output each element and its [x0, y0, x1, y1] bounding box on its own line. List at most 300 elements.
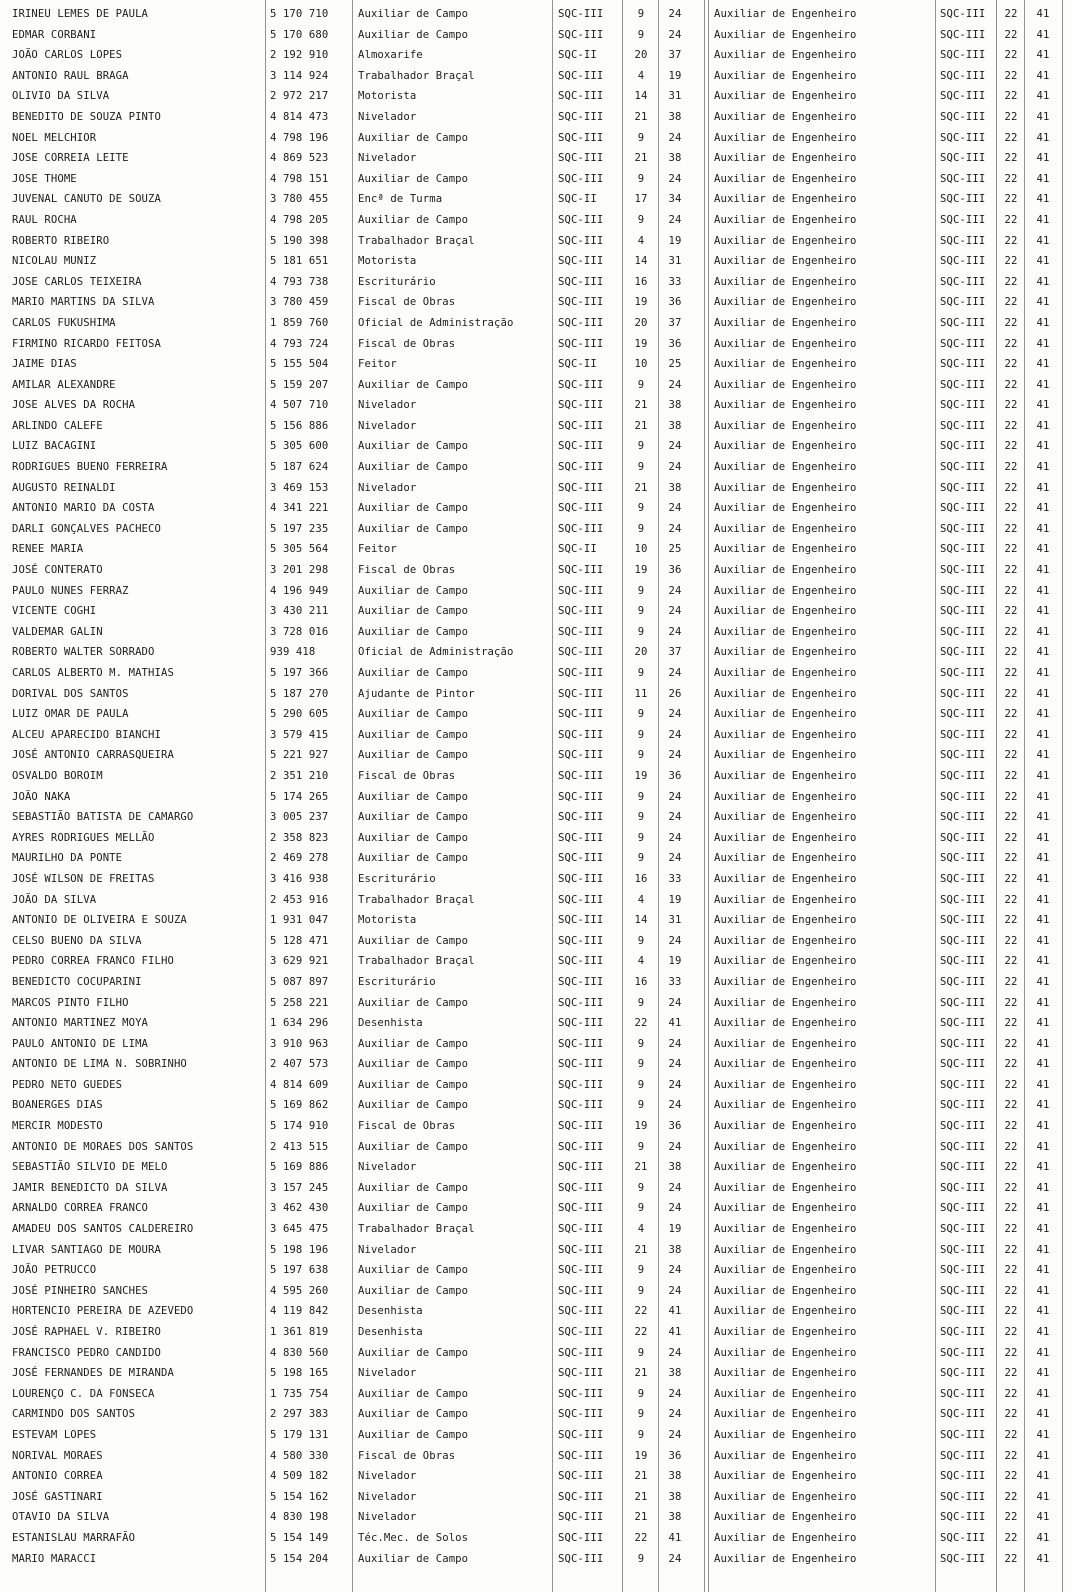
current-grade: 36: [668, 1120, 682, 1133]
new-grade: 41: [1036, 8, 1050, 20]
employee-name: SEBASTIÃO SILVIO DE MELO: [12, 1161, 168, 1174]
current-group: SQC-III: [558, 110, 604, 123]
new-group: SQC-III: [940, 687, 986, 700]
current-ref: 9: [637, 790, 645, 803]
current-position: Escriturário: [358, 275, 436, 288]
current-grade: 24: [668, 1140, 682, 1153]
current-grade: 24: [668, 728, 682, 741]
new-group: SQC-III: [940, 975, 986, 988]
registration-number: 5 170 680: [270, 28, 329, 41]
employee-name: OTAVIO DA SILVA: [12, 1511, 110, 1524]
current-position: Auxiliar de Campo: [358, 605, 469, 618]
current-position: Nivelador: [358, 1511, 417, 1524]
new-group: SQC-III: [940, 1449, 986, 1462]
registration-number: 5 128 471: [270, 934, 329, 947]
registration-number: 3 201 298: [270, 564, 329, 577]
current-grade: 38: [668, 110, 682, 123]
current-grade: 38: [668, 1367, 682, 1380]
current-group: SQC-III: [558, 996, 604, 1009]
employee-name: ANTONIO MARIO DA COSTA: [12, 502, 155, 515]
current-ref: 9: [637, 667, 645, 679]
new-group: SQC-III: [940, 1428, 986, 1441]
new-group: SQC-III: [940, 996, 986, 1009]
registration-number: 5 170 710: [270, 8, 329, 20]
employee-name: ALCEU APARECIDO BIANCHI: [12, 728, 161, 741]
new-grade: 41: [1036, 481, 1050, 494]
current-grade: 24: [668, 1428, 682, 1441]
new-group: SQC-III: [940, 1470, 986, 1483]
new-grade: 41: [1036, 1017, 1050, 1030]
current-grade: 24: [668, 1099, 682, 1112]
employee-name: JAMIR BENEDICTO DA SILVA: [12, 1181, 168, 1194]
current-grade: 24: [668, 831, 682, 844]
current-group: SQC-III: [558, 69, 604, 82]
new-ref: 22: [1004, 378, 1018, 391]
current-grade: 24: [668, 461, 682, 474]
employee-name: JOSE ALVES DA ROCHA: [12, 399, 136, 412]
table-row: [0, 848, 1072, 869]
table-row: [0, 684, 1072, 705]
new-group: SQC-III: [940, 1305, 986, 1318]
current-ref: 9: [637, 378, 645, 391]
employee-name: CELSO BUENO DA SILVA: [12, 934, 142, 947]
new-position: Auxiliar de Engenheiro: [714, 1058, 857, 1071]
current-ref: 9: [637, 1346, 645, 1359]
new-ref: 22: [1004, 1408, 1018, 1421]
new-position: Auxiliar de Engenheiro: [714, 1140, 857, 1153]
current-grade: 24: [668, 625, 682, 638]
current-group: SQC-III: [558, 769, 604, 782]
new-grade: 41: [1036, 646, 1050, 659]
new-ref: 22: [1004, 852, 1018, 865]
current-grade: 24: [668, 1284, 682, 1297]
current-group: SQC-III: [558, 1428, 604, 1441]
current-position: Auxiliar de Campo: [358, 790, 469, 803]
new-group: SQC-III: [940, 440, 986, 453]
new-position: Auxiliar de Engenheiro: [714, 605, 857, 618]
registration-number: 2 358 823: [270, 831, 329, 844]
new-ref: 22: [1004, 358, 1018, 371]
current-group: SQC-III: [558, 1490, 604, 1503]
new-position: Auxiliar de Engenheiro: [714, 1078, 857, 1091]
current-group: SQC-III: [558, 213, 604, 226]
new-grade: 41: [1036, 234, 1050, 247]
employee-name: EDMAR CORBANI: [12, 28, 97, 41]
new-group: SQC-III: [940, 234, 986, 247]
new-grade: 41: [1036, 275, 1050, 288]
table-row: [0, 1343, 1072, 1364]
new-group: SQC-III: [940, 831, 986, 844]
new-ref: 22: [1004, 461, 1018, 474]
employee-name: VICENTE COGHI: [12, 605, 97, 618]
registration-number: 4 509 182: [270, 1470, 329, 1483]
current-position: Feitor: [358, 358, 397, 371]
current-grade: 24: [668, 996, 682, 1009]
current-grade: 38: [668, 399, 682, 412]
current-grade: 24: [668, 934, 682, 947]
employee-name: CARLOS ALBERTO M. MATHIAS: [12, 667, 174, 679]
employee-name: BENEDICTO COCUPARINI: [12, 975, 142, 988]
new-ref: 22: [1004, 667, 1018, 679]
table-row: [0, 622, 1072, 643]
current-position: Desenhista: [358, 1017, 423, 1030]
current-position: Desenhista: [358, 1326, 423, 1338]
current-grade: 24: [668, 584, 682, 597]
new-grade: 41: [1036, 1531, 1050, 1544]
registration-number: 5 154 162: [270, 1490, 329, 1503]
new-ref: 22: [1004, 1181, 1018, 1194]
table-row: [0, 972, 1072, 993]
current-ref: 9: [637, 502, 645, 515]
new-grade: 41: [1036, 914, 1050, 927]
current-ref: 16: [634, 275, 648, 288]
current-position: Nivelador: [358, 1490, 417, 1503]
new-group: SQC-III: [940, 296, 986, 309]
employee-name: OSVALDO BOROIM: [12, 769, 103, 782]
registration-number: 3 780 455: [270, 193, 329, 206]
table-row: [0, 1301, 1072, 1322]
new-grade: 41: [1036, 1511, 1050, 1524]
registration-number: 5 174 265: [270, 790, 329, 803]
current-ref: 21: [634, 152, 648, 165]
new-position: Auxiliar de Engenheiro: [714, 234, 857, 247]
current-ref: 9: [637, 1408, 645, 1421]
registration-number: 939 418: [270, 646, 316, 659]
current-ref: 11: [634, 687, 648, 700]
current-position: Auxiliar de Campo: [358, 811, 469, 824]
current-grade: 41: [668, 1531, 682, 1544]
current-ref: 21: [634, 110, 648, 123]
registration-number: 2 407 573: [270, 1058, 329, 1071]
table-row: [0, 354, 1072, 375]
table-row: [0, 601, 1072, 622]
current-position: Nivelador: [358, 1470, 417, 1483]
current-grade: 38: [668, 419, 682, 432]
current-group: SQC-III: [558, 749, 604, 762]
new-group: SQC-III: [940, 1099, 986, 1112]
new-ref: 22: [1004, 1037, 1018, 1050]
new-grade: 41: [1036, 49, 1050, 62]
current-group: SQC-III: [558, 728, 604, 741]
new-group: SQC-III: [940, 1037, 986, 1050]
new-position: Auxiliar de Engenheiro: [714, 1243, 857, 1256]
employee-name: MARIO MARTINS DA SILVA: [12, 296, 155, 309]
registration-number: 1 931 047: [270, 914, 329, 927]
current-ref: 22: [634, 1305, 648, 1318]
employee-name: PAULO NUNES FERRAZ: [12, 584, 129, 597]
current-ref: 9: [637, 1202, 645, 1215]
current-group: SQC-III: [558, 687, 604, 700]
new-group: SQC-III: [940, 749, 986, 762]
current-grade: 36: [668, 296, 682, 309]
current-group: SQC-III: [558, 934, 604, 947]
new-grade: 41: [1036, 975, 1050, 988]
current-grade: 24: [668, 502, 682, 515]
new-group: SQC-III: [940, 934, 986, 947]
current-position: Auxiliar de Campo: [358, 1058, 469, 1071]
employee-name: CARMINDO DOS SANTOS: [12, 1408, 136, 1421]
table-row: [0, 787, 1072, 808]
new-position: Auxiliar de Engenheiro: [714, 955, 857, 968]
current-ref: 22: [634, 1326, 648, 1338]
registration-number: 3 645 475: [270, 1223, 329, 1236]
employee-name: ARLINDO CALEFE: [12, 419, 103, 432]
current-grade: 24: [668, 28, 682, 41]
new-grade: 41: [1036, 1428, 1050, 1441]
current-ref: 9: [637, 172, 645, 185]
new-group: SQC-III: [940, 419, 986, 432]
current-group: SQC-III: [558, 172, 604, 185]
current-grade: 24: [668, 213, 682, 226]
current-position: Auxiliar de Campo: [358, 28, 469, 41]
table-row: [0, 539, 1072, 560]
registration-number: 5 187 270: [270, 687, 329, 700]
table-row: [0, 910, 1072, 931]
new-group: SQC-III: [940, 1223, 986, 1236]
new-ref: 22: [1004, 1243, 1018, 1256]
employee-name: ANTONIO CORREA: [12, 1470, 103, 1483]
table-row: [0, 1075, 1072, 1096]
new-group: SQC-III: [940, 914, 986, 927]
current-group: SQC-III: [558, 1552, 604, 1565]
registration-number: 5 190 398: [270, 234, 329, 247]
current-grade: 37: [668, 316, 682, 329]
current-position: Motorista: [358, 255, 417, 268]
new-group: SQC-III: [940, 1387, 986, 1400]
new-position: Auxiliar de Engenheiro: [714, 1284, 857, 1297]
current-group: SQC-III: [558, 646, 604, 659]
new-ref: 22: [1004, 296, 1018, 309]
new-ref: 22: [1004, 584, 1018, 597]
new-position: Auxiliar de Engenheiro: [714, 1470, 857, 1483]
table-row: [0, 231, 1072, 252]
employee-name: JOSÉ CONTERATO: [12, 564, 103, 577]
employee-name: ROBERTO RIBEIRO: [12, 234, 110, 247]
new-group: SQC-III: [940, 667, 986, 679]
new-ref: 22: [1004, 934, 1018, 947]
current-position: Oficial de Administração: [358, 646, 514, 659]
table-row: [0, 890, 1072, 911]
new-position: Auxiliar de Engenheiro: [714, 90, 857, 103]
current-group: SQC-III: [558, 1470, 604, 1483]
new-grade: 41: [1036, 358, 1050, 371]
current-grade: 41: [668, 1017, 682, 1030]
registration-number: 5 198 165: [270, 1367, 329, 1380]
current-position: Auxiliar de Campo: [358, 996, 469, 1009]
registration-number: 5 198 196: [270, 1243, 329, 1256]
new-group: SQC-III: [940, 605, 986, 618]
current-position: Fiscal de Obras: [358, 1449, 456, 1462]
current-ref: 21: [634, 1470, 648, 1483]
current-ref: 16: [634, 975, 648, 988]
new-position: Auxiliar de Engenheiro: [714, 914, 857, 927]
new-group: SQC-III: [940, 1367, 986, 1380]
new-group: SQC-III: [940, 255, 986, 268]
current-position: Nivelador: [358, 1243, 417, 1256]
new-grade: 41: [1036, 1037, 1050, 1050]
new-grade: 41: [1036, 1326, 1050, 1338]
current-grade: 38: [668, 1511, 682, 1524]
table-row: [0, 663, 1072, 684]
table-row: [0, 1240, 1072, 1261]
new-grade: 41: [1036, 625, 1050, 638]
table-row: [0, 210, 1072, 231]
current-grade: 25: [668, 543, 682, 556]
table-row: [0, 1178, 1072, 1199]
new-group: SQC-III: [940, 1490, 986, 1503]
current-group: SQC-III: [558, 1202, 604, 1215]
new-group: SQC-III: [940, 110, 986, 123]
current-position: Fiscal de Obras: [358, 337, 456, 350]
current-grade: 37: [668, 49, 682, 62]
new-ref: 22: [1004, 8, 1018, 20]
employee-name: HORTENCIO PEREIRA DE AZEVEDO: [12, 1305, 194, 1318]
registration-number: 3 430 211: [270, 605, 329, 618]
new-position: Auxiliar de Engenheiro: [714, 49, 857, 62]
new-position: Auxiliar de Engenheiro: [714, 193, 857, 206]
current-grade: 38: [668, 1161, 682, 1174]
current-ref: 21: [634, 1161, 648, 1174]
new-ref: 22: [1004, 49, 1018, 62]
current-grade: 24: [668, 1181, 682, 1194]
table-row: [0, 1528, 1072, 1549]
table-row: [0, 1013, 1072, 1034]
current-position: Fiscal de Obras: [358, 769, 456, 782]
table-row: [0, 292, 1072, 313]
employee-name: OLIVIO DA SILVA: [12, 90, 110, 103]
new-grade: 41: [1036, 769, 1050, 782]
new-position: Auxiliar de Engenheiro: [714, 1202, 857, 1215]
employee-name: JOSÉ PINHEIRO SANCHES: [12, 1284, 149, 1297]
new-position: Auxiliar de Engenheiro: [714, 872, 857, 885]
current-ref: 9: [637, 708, 645, 721]
current-grade: 24: [668, 708, 682, 721]
table-row: [0, 1281, 1072, 1302]
current-grade: 24: [668, 1552, 682, 1565]
current-position: Desenhista: [358, 1305, 423, 1318]
new-grade: 41: [1036, 152, 1050, 165]
new-group: SQC-III: [940, 728, 986, 741]
current-ref: 9: [637, 1428, 645, 1441]
table-row: [0, 334, 1072, 355]
new-group: SQC-III: [940, 1346, 986, 1359]
new-position: Auxiliar de Engenheiro: [714, 646, 857, 659]
employee-name: ANTONIO DE OLIVEIRA E SOUZA: [12, 914, 187, 927]
employee-name: JOÃO CARLOS LOPES: [12, 49, 123, 62]
current-position: Auxiliar de Campo: [358, 440, 469, 453]
table-row: [0, 436, 1072, 457]
new-grade: 41: [1036, 522, 1050, 535]
current-ref: 9: [637, 996, 645, 1009]
new-group: SQC-III: [940, 1408, 986, 1421]
new-grade: 41: [1036, 1305, 1050, 1318]
current-position: Ajudante de Pintor: [358, 687, 475, 700]
current-grade: 37: [668, 646, 682, 659]
current-position: Feitor: [358, 543, 397, 556]
new-grade: 41: [1036, 872, 1050, 885]
new-ref: 22: [1004, 69, 1018, 82]
current-grade: 24: [668, 1037, 682, 1050]
employee-name: MARIO MARACCI: [12, 1552, 97, 1565]
registration-number: 5 221 927: [270, 749, 329, 762]
registration-number: 5 174 910: [270, 1120, 329, 1133]
current-grade: 24: [668, 605, 682, 618]
employee-name: JOÃO PETRUCCO: [12, 1264, 97, 1277]
new-ref: 22: [1004, 213, 1018, 226]
new-grade: 41: [1036, 1490, 1050, 1503]
current-grade: 24: [668, 1346, 682, 1359]
current-group: SQC-III: [558, 481, 604, 494]
new-position: Auxiliar de Engenheiro: [714, 1490, 857, 1503]
registration-number: 5 087 897: [270, 975, 329, 988]
table-row: [0, 642, 1072, 663]
new-grade: 41: [1036, 687, 1050, 700]
current-position: Auxiliar de Campo: [358, 667, 469, 679]
current-position: Oficial de Administração: [358, 316, 514, 329]
registration-number: 5 181 651: [270, 255, 329, 268]
current-ref: 10: [634, 543, 648, 556]
registration-number: 5 154 149: [270, 1531, 329, 1544]
new-position: Auxiliar de Engenheiro: [714, 852, 857, 865]
table-row: [0, 766, 1072, 787]
employee-name: JOSÉ FERNANDES DE MIRANDA: [12, 1367, 174, 1380]
employee-name: PAULO ANTONIO DE LIMA: [12, 1037, 149, 1050]
current-group: SQC-III: [558, 975, 604, 988]
current-ref: 9: [637, 625, 645, 638]
current-position: Auxiliar de Campo: [358, 852, 469, 865]
employee-name: ANTONIO RAUL BRAGA: [12, 69, 129, 82]
current-ref: 20: [634, 49, 648, 62]
current-position: Auxiliar de Campo: [358, 625, 469, 638]
current-position: Trabalhador Braçal: [358, 234, 475, 247]
table-row: [0, 1322, 1072, 1343]
employee-name: NICOLAU MUNIZ: [12, 255, 97, 268]
employee-name: BENEDITO DE SOUZA PINTO: [12, 110, 161, 123]
current-position: Auxiliar de Campo: [358, 1408, 469, 1421]
registration-number: 3 910 963: [270, 1037, 329, 1050]
table-row: [0, 1116, 1072, 1137]
current-position: Escriturário: [358, 975, 436, 988]
new-position: Auxiliar de Engenheiro: [714, 749, 857, 762]
new-ref: 22: [1004, 1470, 1018, 1483]
current-group: SQC-III: [558, 811, 604, 824]
registration-number: 5 197 235: [270, 522, 329, 535]
registration-number: 2 453 916: [270, 893, 329, 906]
new-grade: 41: [1036, 1243, 1050, 1256]
current-position: Nivelador: [358, 399, 417, 412]
current-group: SQC-III: [558, 1078, 604, 1091]
new-ref: 22: [1004, 275, 1018, 288]
current-position: Motorista: [358, 90, 417, 103]
new-position: Auxiliar de Engenheiro: [714, 1387, 857, 1400]
current-position: Auxiliar de Campo: [358, 1346, 469, 1359]
employee-name: PEDRO CORREA FRANCO FILHO: [12, 955, 174, 968]
new-grade: 41: [1036, 90, 1050, 103]
registration-number: 3 629 921: [270, 955, 329, 968]
new-group: SQC-III: [940, 1017, 986, 1030]
table-row: [0, 1425, 1072, 1446]
current-position: Auxiliar de Campo: [358, 1284, 469, 1297]
employee-name: AMILAR ALEXANDRE: [12, 378, 116, 391]
registration-number: 5 179 131: [270, 1428, 329, 1441]
new-grade: 41: [1036, 378, 1050, 391]
current-grade: 38: [668, 1490, 682, 1503]
current-group: SQC-II: [558, 49, 597, 62]
registration-number: 5 290 605: [270, 708, 329, 721]
current-grade: 24: [668, 790, 682, 803]
new-grade: 41: [1036, 399, 1050, 412]
new-ref: 22: [1004, 996, 1018, 1009]
